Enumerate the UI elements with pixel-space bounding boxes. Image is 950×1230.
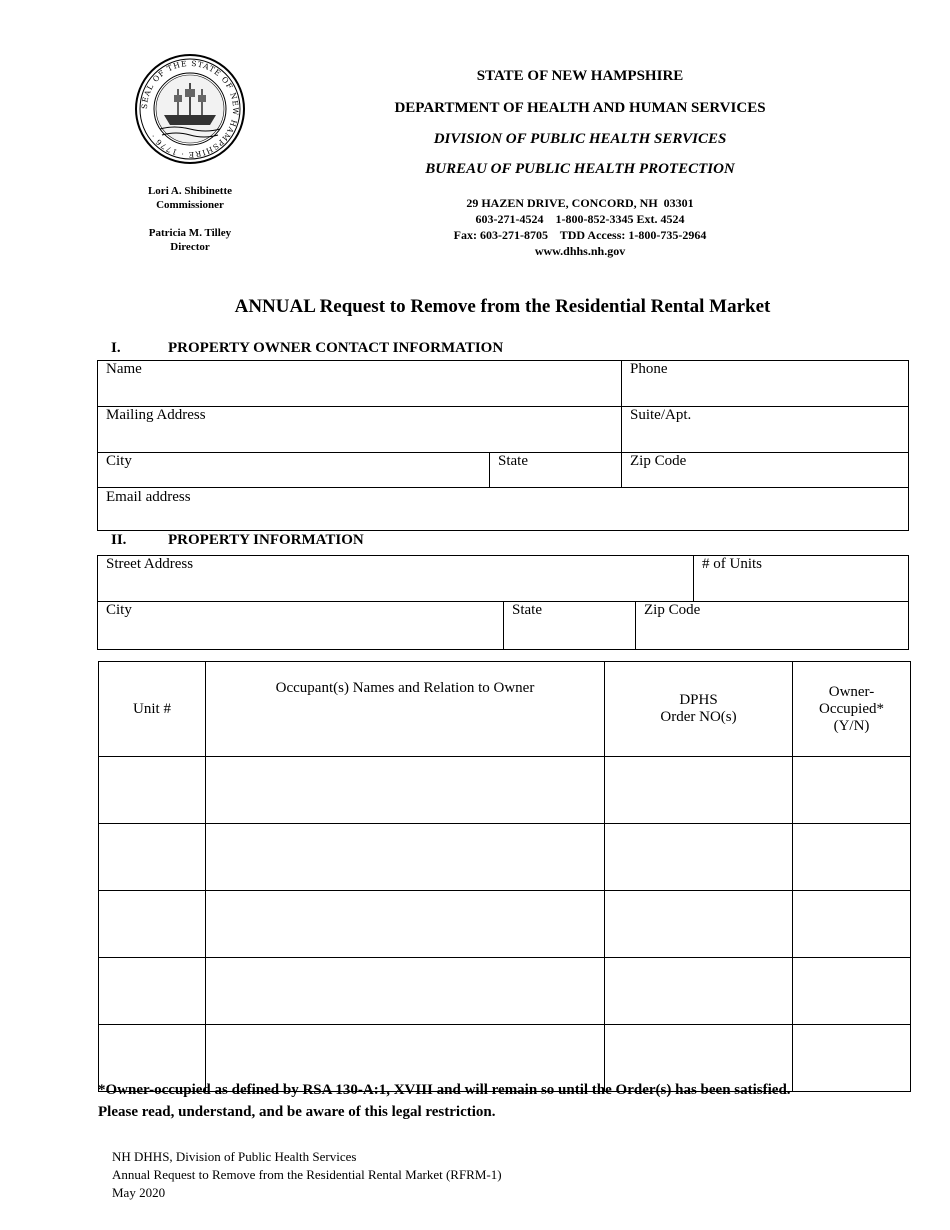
property-zip-field[interactable] <box>636 602 908 649</box>
owner-occupied-cell[interactable] <box>793 824 911 891</box>
owner-contact-box <box>97 360 909 531</box>
owner-zip-field[interactable] <box>622 453 908 487</box>
header-dphs-order: DPHS Order NO(s) <box>605 662 793 757</box>
unit-cell[interactable] <box>99 891 206 958</box>
table-row <box>99 958 911 1025</box>
owner-email-field[interactable] <box>98 489 908 530</box>
unit-cell[interactable] <box>99 958 206 1025</box>
owner-phone-label: Phone <box>630 361 668 377</box>
header-state: STATE OF NEW HAMPSHIRE <box>476 68 684 84</box>
property-state-label: State <box>512 602 542 618</box>
occupant-table-header <box>99 662 911 757</box>
table-row <box>99 891 911 958</box>
occupants-cell[interactable] <box>206 757 605 824</box>
property-city-label: City <box>106 602 132 618</box>
header-bureau: BUREAU OF PUBLIC HEALTH PROTECTION <box>425 161 735 177</box>
property-info-box <box>97 555 909 650</box>
state-seal <box>134 53 246 165</box>
section-2-heading <box>111 532 611 552</box>
commissioner-name: Lori A. Shibinette <box>147 185 233 197</box>
header-occupants: Occupant(s) Names and Relation to Owner <box>206 662 605 757</box>
header-department: DEPARTMENT OF HEALTH AND HUMAN SERVICES <box>394 100 766 116</box>
owner-state-label: State <box>498 453 528 469</box>
owner-occupied-note <box>98 1079 918 1123</box>
header-website[interactable]: www.dhhs.nh.gov <box>534 244 626 258</box>
footer-line-3: May 2020 <box>112 1185 166 1200</box>
header-owner-occupied: Owner- Occupied* (Y/N) <box>793 662 911 757</box>
footer-line-1: NH DHHS, Division of Public Health Services <box>112 1149 357 1164</box>
table-row <box>99 824 911 891</box>
form-title: ANNUAL Request to Remove from the Residential Rental Market <box>234 296 771 317</box>
owner-occupied-cell[interactable] <box>793 757 911 824</box>
header-address: 29 HAZEN DRIVE, CONCORD, NH 03301 <box>466 196 694 210</box>
owner-state-field[interactable] <box>490 453 621 487</box>
director-name: Patricia M. Tilley <box>148 227 232 239</box>
director-title: Director <box>170 241 210 253</box>
section-2-number: II. <box>111 532 127 548</box>
unit-cell[interactable] <box>99 757 206 824</box>
owner-occupied-cell[interactable] <box>793 891 911 958</box>
owner-city-label: City <box>106 453 132 469</box>
header-phones: 603-271-4524 1-800-852-3345 Ext. 4524 <box>475 212 685 226</box>
occupant-table <box>98 661 911 1092</box>
owner-occupied-cell[interactable] <box>793 958 911 1025</box>
occupants-cell[interactable] <box>206 891 605 958</box>
owner-name-label: Name <box>106 361 142 377</box>
table-row <box>99 757 911 824</box>
footer-line-2: Annual Request to Remove from the Residential Rental Market (RFRM-1) <box>112 1167 502 1182</box>
header-contact <box>300 195 860 259</box>
dphs-order-cell[interactable] <box>605 757 793 824</box>
dphs-order-cell[interactable] <box>605 891 793 958</box>
owner-phone-field[interactable] <box>622 361 908 406</box>
occupants-cell[interactable] <box>206 958 605 1025</box>
owner-city-field[interactable] <box>98 453 489 487</box>
owner-zip-label: Zip Code <box>630 453 687 469</box>
officials-block <box>110 184 270 254</box>
unit-cell[interactable] <box>99 824 206 891</box>
property-units-field[interactable] <box>694 556 908 601</box>
svg-text:SEAL OF THE STATE OF NEW HAMPS: SEAL OF THE STATE OF NEW HAMPSHIRE · 1776 · <box>139 58 241 160</box>
header-unit: Unit # <box>99 662 206 757</box>
note-line-1: *Owner-occupied as defined by RSA 130-A:1, XVIII and will remain so until the Order(s) has been satisfied. <box>98 1082 791 1098</box>
property-city-field[interactable] <box>98 602 503 649</box>
property-street-label: Street Address <box>106 556 194 572</box>
property-street-field[interactable] <box>98 556 693 601</box>
section-1-heading <box>111 340 611 360</box>
section-2-title: PROPERTY INFORMATION <box>168 532 364 548</box>
owner-mailing-address-field[interactable] <box>98 407 621 452</box>
header-fax: Fax: 603-271-8705 TDD Access: 1-800-735-2964 <box>453 228 707 242</box>
owner-email-label: Email address <box>106 489 191 505</box>
dphs-order-cell[interactable] <box>605 824 793 891</box>
owner-mailing-address-label: Mailing Address <box>106 407 206 423</box>
commissioner-title: Commissioner <box>156 199 224 211</box>
section-1-number: I. <box>111 340 121 356</box>
header-division: DIVISION OF PUBLIC HEALTH SERVICES <box>433 131 727 147</box>
occupants-cell[interactable] <box>206 824 605 891</box>
owner-suite-field[interactable] <box>622 407 908 452</box>
section-1-title: PROPERTY OWNER CONTACT INFORMATION <box>168 340 504 356</box>
property-zip-label: Zip Code <box>644 602 701 618</box>
owner-suite-label: Suite/Apt. <box>630 407 692 423</box>
page-footer <box>112 1148 502 1202</box>
property-state-field[interactable] <box>504 602 635 649</box>
owner-name-field[interactable] <box>98 361 621 406</box>
property-units-label: # of Units <box>702 556 762 572</box>
note-line-2: Please read, understand, and be aware of this legal restriction. <box>98 1104 496 1120</box>
dphs-order-cell[interactable] <box>605 958 793 1025</box>
